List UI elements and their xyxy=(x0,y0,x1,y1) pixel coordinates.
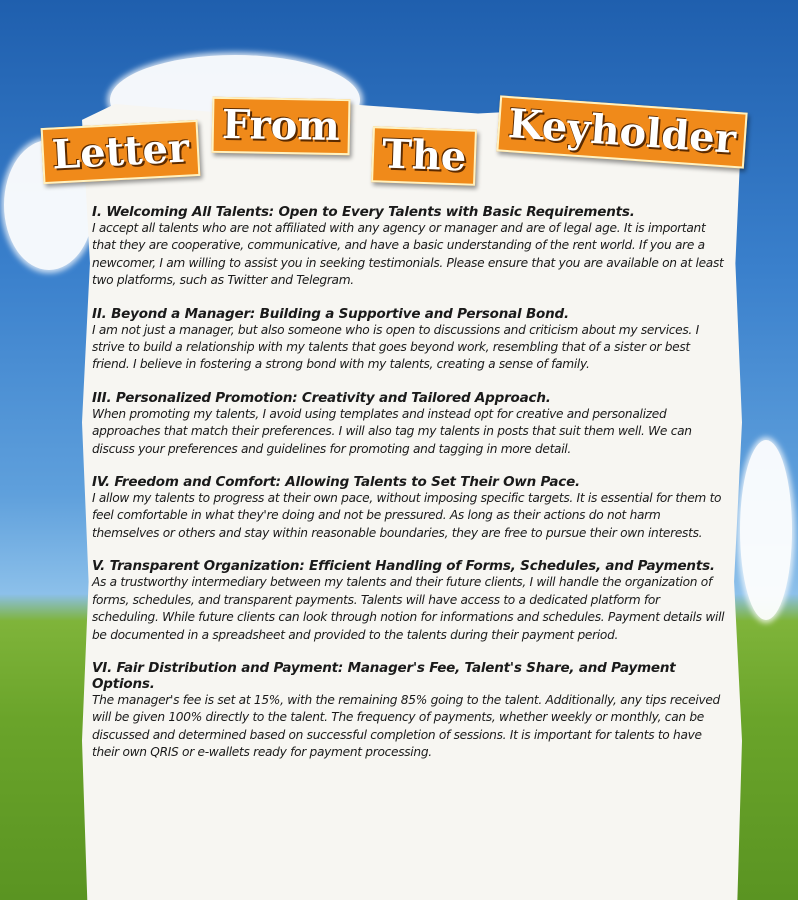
section-body: I accept all talents who are not affiliated with any agency or manager and are of legal age. It is important that they are cooperative, communicative, and have a basic understanding of the rent world. If you are a newcomer, I am willing to assist you in seeking testimonials. Please ensure that you are available on at least two platforms, such as Twitter and Telegram. xyxy=(92,221,724,288)
section-body: I allow my talents to progress at their own pace, without imposing specific targets. It is essential for them to feel comfortable in what they're doing and not be pressured. As long as their actions do not harm themselves or others and stay within reasonable boundaries, they are free to pursue their own interests. xyxy=(92,491,722,540)
section-heading: IV. Freedom and Comfort: Allowing Talents to Set Their Own Pace. xyxy=(92,474,580,491)
section-1 xyxy=(92,204,728,290)
section-2 xyxy=(92,306,728,374)
section-5 xyxy=(92,558,728,644)
section-body: The manager's fee is set at 15%, with the remaining 85% going to the talent. Additionally, any tips received will be given 100% directly to the talent. The frequency of payments, whether weekly or monthly, can be discussed and determined based on successful completion of sessions. It is important for talents to have their own QRIS or e-wallets ready for payment processing. xyxy=(92,692,720,760)
section-body: When promoting my talents, I avoid using templates and instead opt for creative and personalized approaches that match their preferences. I will also tag my talents in posts that suit them well. We can discuss your preferences and guidelines for promoting and tagging in more detail. xyxy=(92,406,692,456)
cloud xyxy=(740,440,792,620)
section-6 xyxy=(92,660,728,762)
title-word-from: From xyxy=(212,97,351,155)
section-body: As a trustworthy intermediary between my talents and their future clients, I will handle the organization of forms, schedules, and transparent payments. Talents will have access to a dedicated platform for scheduling. While future clients can look through notion for informations and schedules. Payment details will be documented in a spreadsheet and provided to the talents during their payment period. xyxy=(92,575,725,642)
section-heading: II. Beyond a Manager: Building a Supportive and Personal Bond. xyxy=(92,305,569,322)
section-body: I am not just a manager, but also someone who is open to discussions and criticism about my services. I strive to build a relationship with my talents that goes beyond work, resembling that of a sister or best friend. I believe in fostering a strong bond with my talents, creating a sense of family. xyxy=(92,322,699,372)
title-word-letter: Letter xyxy=(41,120,201,184)
section-3 xyxy=(92,390,728,458)
section-heading: VI. Fair Distribution and Payment: Manager's Fee, Talent's Share, and Payment Options. xyxy=(92,659,676,692)
section-4 xyxy=(92,474,728,542)
section-heading: I. Welcoming All Talents: Open to Every Talents with Basic Requirements. xyxy=(92,204,635,220)
section-heading: V. Transparent Organization: Efficient Handling of Forms, Schedules, and Payments. xyxy=(92,558,715,575)
letter-body xyxy=(92,204,728,778)
title-word-keyholder: Keyholder xyxy=(496,95,747,168)
section-heading: III. Personalized Promotion: Creativity and Tailored Approach. xyxy=(92,389,551,406)
title-word-the: The xyxy=(371,126,477,186)
